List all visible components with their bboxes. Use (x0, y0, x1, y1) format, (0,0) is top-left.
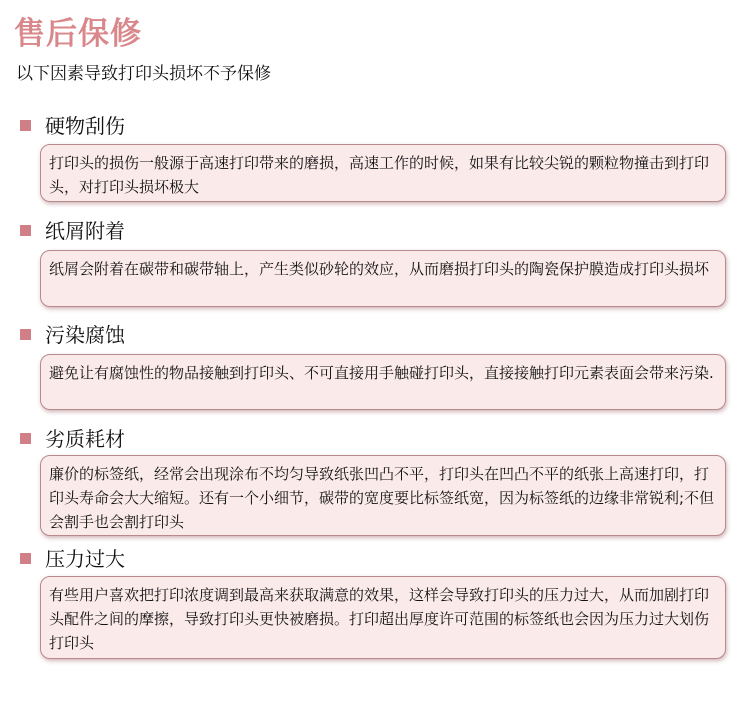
section-description: 有些用户喜欢把打印浓度调到最高来获取满意的效果，这样会导致打印头的压力过大，从而加剧打印头配件之间的摩擦，导致打印头更快被磨损。打印超出厚度许可范围的标签纸也会因为压力过大划伤打印头 (40, 576, 726, 659)
square-bullet-icon (20, 553, 31, 564)
square-bullet-icon (20, 329, 31, 340)
section-title: 纸屑附着 (45, 219, 125, 243)
section-description: 纸屑会附着在碳带和碳带轴上，产生类似砂轮的效应，从而磨损打印头的陶瓷保护膜造成打印头损坏 (40, 250, 726, 307)
section-description: 避免让有腐蚀性的物品接触到打印头、不可直接用手触碰打印头，直接接触打印元素表面会带来污染. (40, 354, 726, 410)
square-bullet-icon (20, 433, 31, 444)
section-header (0, 321, 750, 349)
section-description: 打印头的损伤一般源于高速打印带来的磨损，高速工作的时候，如果有比较尖锐的颗粒物撞击到打印头，对打印头损坏极大 (40, 144, 726, 202)
page-title: 售后保修 (14, 16, 142, 52)
page-subtitle: 以下因素导致打印头损坏不予保修 (16, 64, 271, 84)
section-header (0, 217, 750, 245)
section-scratch (0, 112, 750, 196)
section-header (0, 545, 750, 573)
section-header (0, 425, 750, 453)
section-excess-pressure (0, 545, 750, 652)
square-bullet-icon (20, 120, 31, 131)
section-paper-debris (0, 217, 750, 278)
section-title: 劣质耗材 (45, 427, 125, 451)
section-corrosion (0, 321, 750, 382)
section-header (0, 112, 750, 140)
square-bullet-icon (20, 225, 31, 236)
section-description: 廉价的标签纸，经常会出现涂布不均匀导致纸张凹凸不平，打印头在凹凸不平的纸张上高速打印，打印头寿命会大大缩短。还有一个小细节，碳带的宽度要比标签纸宽，因为标签纸的边缘非常锐利;不但会割手也会割打印头 (40, 455, 726, 536)
section-title: 压力过大 (45, 547, 125, 571)
section-poor-consumables (0, 425, 750, 531)
section-title: 硬物刮伤 (45, 114, 125, 138)
section-title: 污染腐蚀 (45, 323, 125, 347)
